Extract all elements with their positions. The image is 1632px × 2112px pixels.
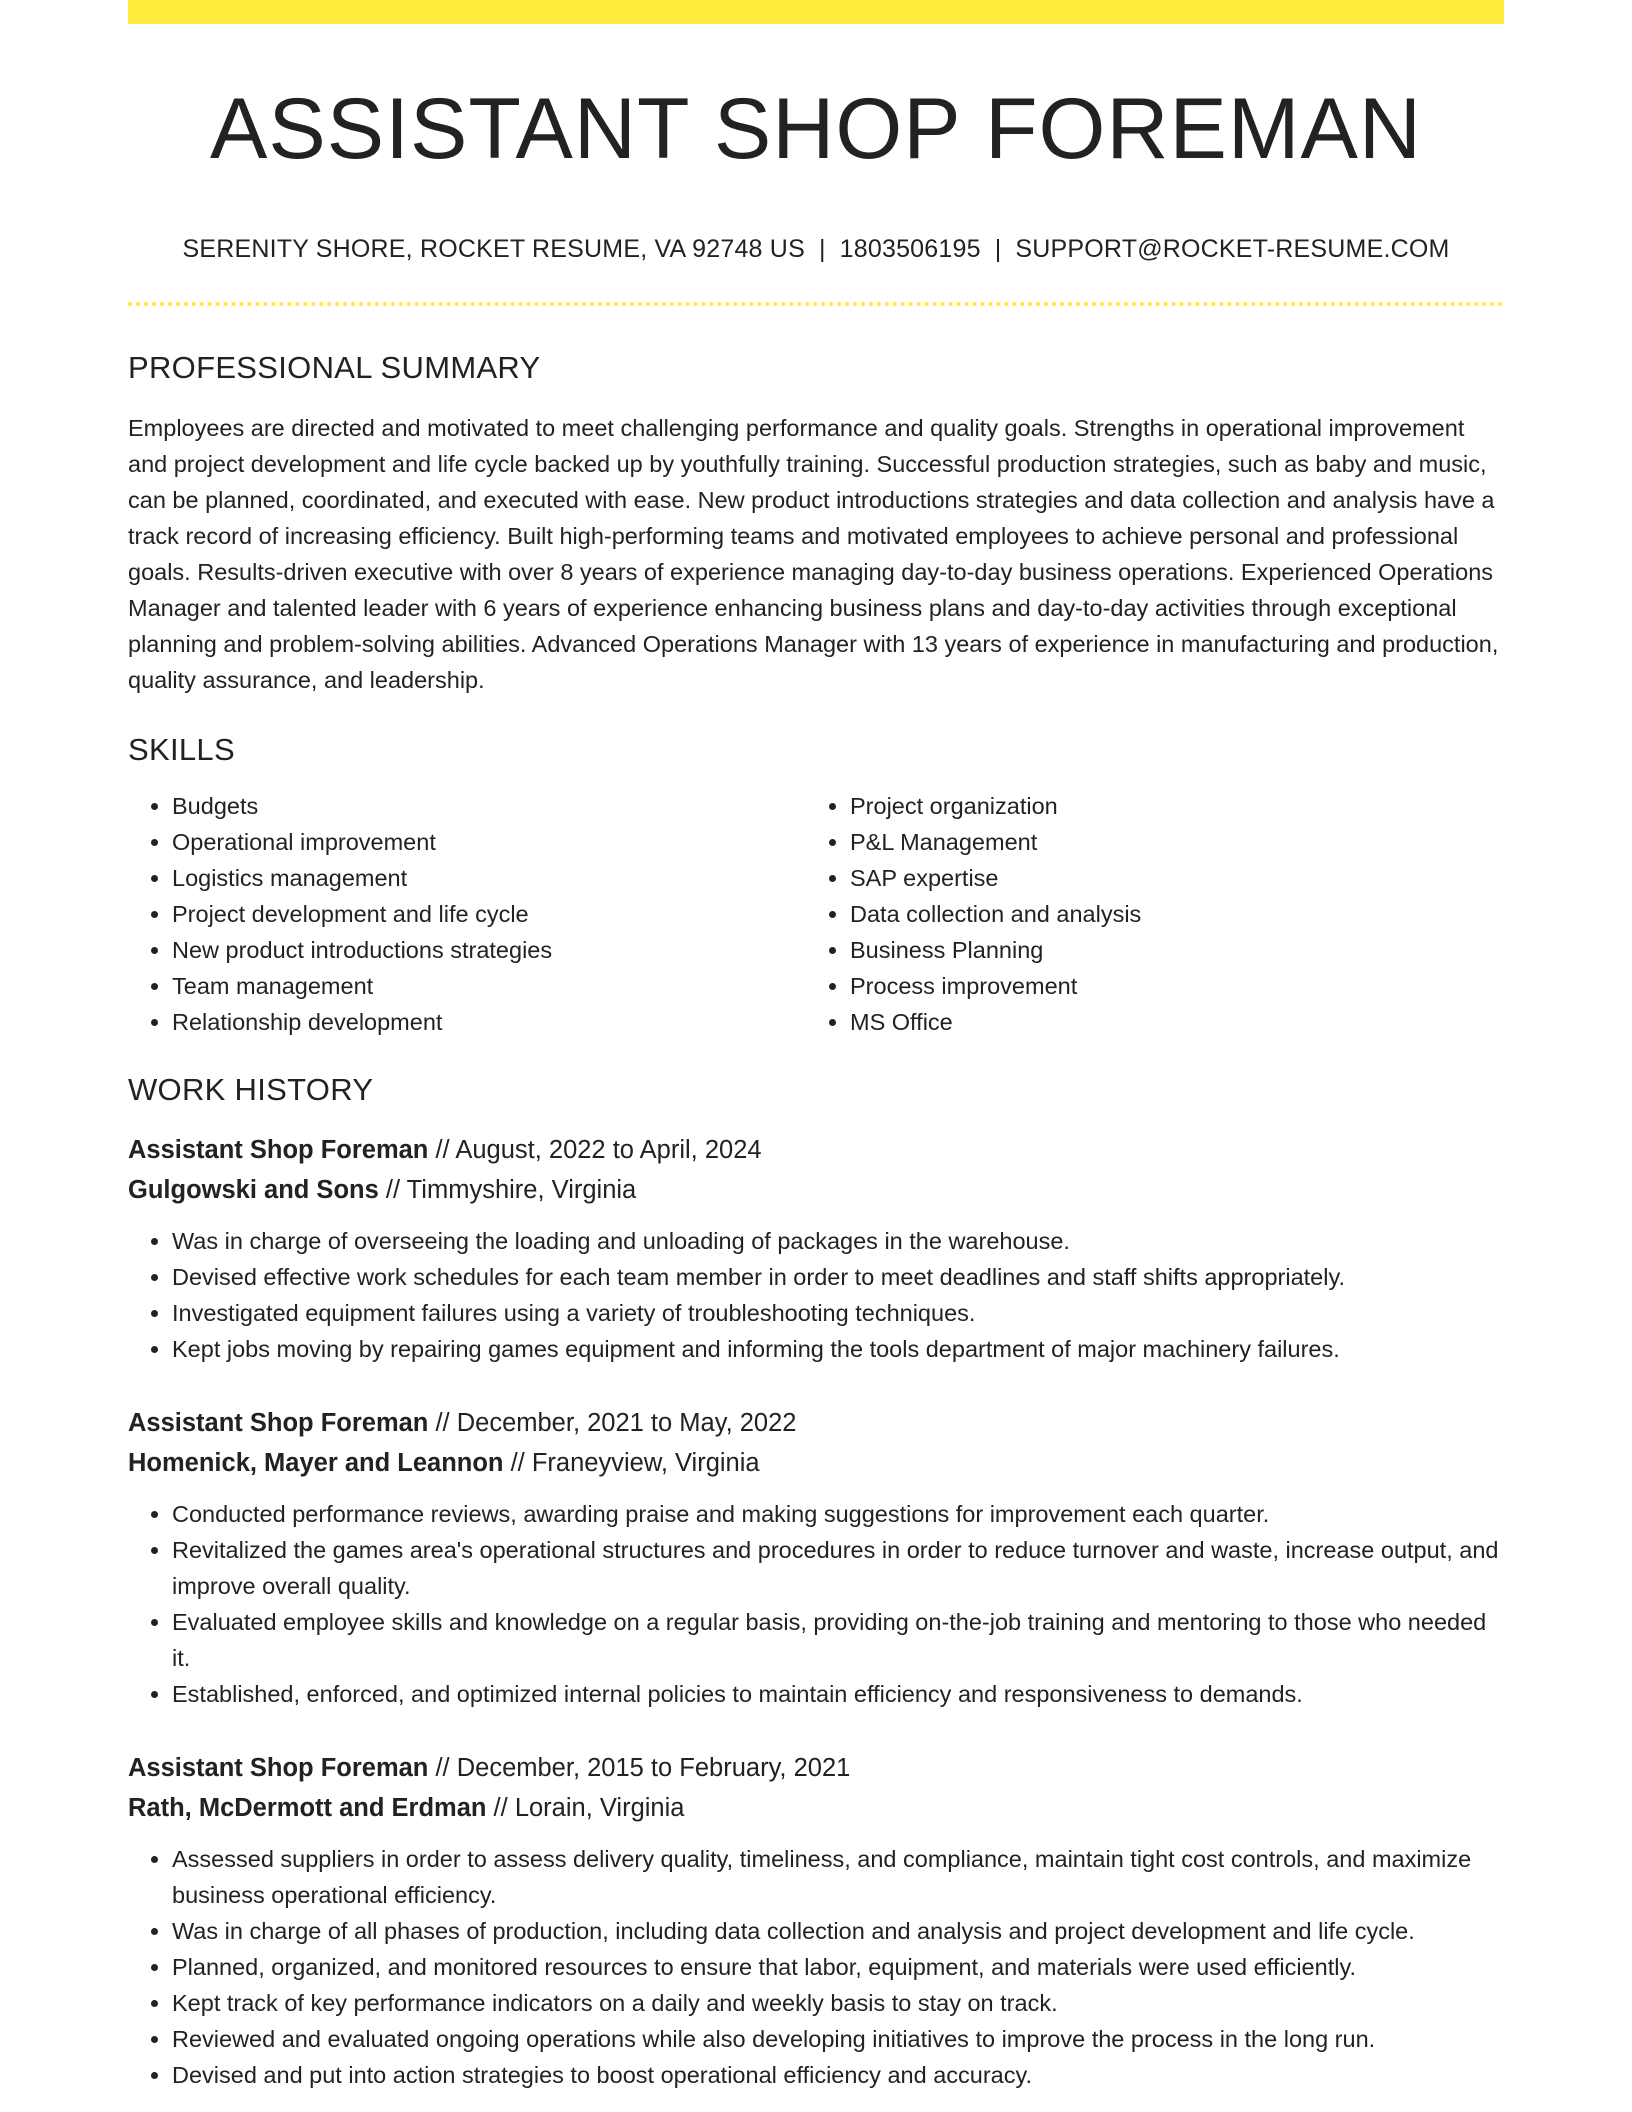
summary-heading: PROFESSIONAL SUMMARY bbox=[128, 349, 541, 385]
job-bullet: • Was in charge of all phases of production, including data collection and analysis and project development and life cycle. bbox=[172, 1913, 1504, 1949]
job-company: Rath, McDermott and Erdman bbox=[128, 1793, 487, 1822]
job-bullets bbox=[128, 1841, 1504, 2093]
job-bullet: • Devised and put into action strategies to boost operational efficiency and accuracy. bbox=[172, 2057, 1504, 2093]
job-bullet: • Revitalized the games area's operational structures and procedures in order to reduce turnover and waste, increase output, and improve overall quality. bbox=[172, 1532, 1504, 1604]
skill-item: • Team management bbox=[172, 968, 806, 1004]
job-company-line bbox=[128, 1443, 1504, 1483]
skills-column-right bbox=[806, 788, 1484, 1040]
accent-top-bar bbox=[128, 0, 1504, 24]
job-location: Lorain, Virginia bbox=[514, 1793, 685, 1822]
job-bullets bbox=[128, 1496, 1504, 1712]
job-entry bbox=[128, 1130, 1504, 1367]
skill-item: • New product introductions strategies bbox=[172, 932, 806, 968]
skill-item: • P&L Management bbox=[850, 824, 1484, 860]
skill-item: • Project organization bbox=[850, 788, 1484, 824]
job-bullet: • Established, enforced, and optimized internal policies to maintain efficiency and responsiveness to demands. bbox=[172, 1676, 1504, 1712]
job-bullet: • Kept track of key performance indicators on a daily and weekly basis to stay on track. bbox=[172, 1985, 1504, 2021]
contact-line bbox=[128, 235, 1504, 264]
job-delimiter: // bbox=[428, 1135, 456, 1164]
job-location: Timmyshire, Virginia bbox=[406, 1175, 637, 1204]
skill-item: • SAP expertise bbox=[850, 860, 1484, 896]
skills-list bbox=[128, 788, 1504, 1040]
summary-text: Employees are directed and motivated to meet challenging performance and quality goals. Strengths in operational improvement and project development and life cycle backed up by youthfully training. Successful production strategies, such as baby and music, can be planned, coordinated, and executed with ease. New product introductions strategies and data collection and analysis have a track record of increasing efficiency. Built high-performing teams and motivated employees to achieve personal and professional goals. Results-driven executive with over 8 years of experience managing day-to-day business operations. Experienced Operations Manager and talented leader with 6 years of experience enhancing business plans and day-to-day activities through exceptional planning and problem-solving abilities. Advanced Operations Manager with 13 years of experience in manufacturing and production, quality assurance, and leadership. bbox=[128, 414, 1499, 693]
job-delimiter: // bbox=[378, 1175, 407, 1204]
job-bullet: • Assessed suppliers in order to assess delivery quality, timeliness, and compliance, maintain tight cost controls, and maximize business operational efficiency. bbox=[172, 1841, 1504, 1913]
contact-phone[interactable]: 1803506195 bbox=[839, 234, 981, 263]
skill-item: • Business Planning bbox=[850, 932, 1484, 968]
skill-item: • Data collection and analysis bbox=[850, 896, 1484, 932]
job-entry bbox=[128, 1403, 1504, 1712]
skills-heading: SKILLS bbox=[128, 731, 235, 767]
job-entry bbox=[128, 1748, 1504, 2093]
contact-separator: | bbox=[818, 234, 826, 263]
job-company-line bbox=[128, 1788, 1504, 1828]
skill-item: • Operational improvement bbox=[172, 824, 806, 860]
job-delimiter: // bbox=[503, 1448, 532, 1477]
job-bullet: • Devised effective work schedules for each team member in order to meet deadlines and staff shifts appropriately. bbox=[172, 1259, 1504, 1295]
job-role-line bbox=[128, 1130, 1504, 1170]
skill-item: • Project development and life cycle bbox=[172, 896, 806, 932]
skill-item: • Logistics management bbox=[172, 860, 806, 896]
job-role: Assistant Shop Foreman bbox=[128, 1135, 429, 1164]
job-dates: December, 2015 to February, 2021 bbox=[456, 1753, 851, 1782]
job-bullet: • Planned, organized, and monitored resources to ensure that labor, equipment, and materials were used efficiently. bbox=[172, 1949, 1504, 1985]
skill-item: • Relationship development bbox=[172, 1004, 806, 1040]
job-role: Assistant Shop Foreman bbox=[128, 1408, 429, 1437]
resume-name-title: ASSISTANT SHOP FOREMAN bbox=[210, 81, 1422, 177]
job-bullet: • Reviewed and evaluated ongoing operations while also developing initiatives to improve the process in the long run. bbox=[172, 2021, 1504, 2057]
job-dates: December, 2021 to May, 2022 bbox=[456, 1408, 797, 1437]
job-delimiter: // bbox=[428, 1753, 457, 1782]
job-role-line bbox=[128, 1403, 1504, 1443]
job-dates: August, 2022 to April, 2024 bbox=[455, 1135, 762, 1164]
skill-item: • MS Office bbox=[850, 1004, 1484, 1040]
job-bullet: • Kept jobs moving by repairing games equipment and informing the tools department of major machinery failures. bbox=[172, 1331, 1504, 1367]
job-role-line bbox=[128, 1748, 1504, 1788]
skill-item: • Budgets bbox=[172, 788, 806, 824]
job-bullet: • Was in charge of overseeing the loading and unloading of packages in the warehouse. bbox=[172, 1223, 1504, 1259]
job-bullet: • Evaluated employee skills and knowledge on a regular basis, providing on-the-job training and mentoring to those who needed it. bbox=[172, 1604, 1504, 1676]
job-company: Homenick, Mayer and Leannon bbox=[128, 1448, 504, 1477]
job-delimiter: // bbox=[428, 1408, 457, 1437]
contact-email[interactable]: SUPPORT@ROCKET-RESUME.COM bbox=[1015, 234, 1450, 263]
job-company-line bbox=[128, 1170, 1504, 1210]
work-history-heading: WORK HISTORY bbox=[128, 1071, 374, 1107]
dotted-divider bbox=[128, 302, 1504, 306]
resume-page bbox=[128, 0, 1504, 2093]
job-role: Assistant Shop Foreman bbox=[128, 1753, 429, 1782]
job-bullets bbox=[128, 1223, 1504, 1367]
job-location: Franeyview, Virginia bbox=[531, 1448, 760, 1477]
contact-address: SERENITY SHORE, ROCKET RESUME, VA 92748 US bbox=[182, 234, 805, 263]
contact-separator: | bbox=[994, 234, 1002, 263]
job-delimiter: // bbox=[486, 1793, 515, 1822]
job-bullet: • Investigated equipment failures using a variety of troubleshooting techniques. bbox=[172, 1295, 1504, 1331]
skills-column-left bbox=[128, 788, 806, 1040]
job-bullet: • Conducted performance reviews, awarding praise and making suggestions for improvement each quarter. bbox=[172, 1496, 1504, 1532]
skill-item: • Process improvement bbox=[850, 968, 1484, 1004]
job-company: Gulgowski and Sons bbox=[128, 1175, 379, 1204]
